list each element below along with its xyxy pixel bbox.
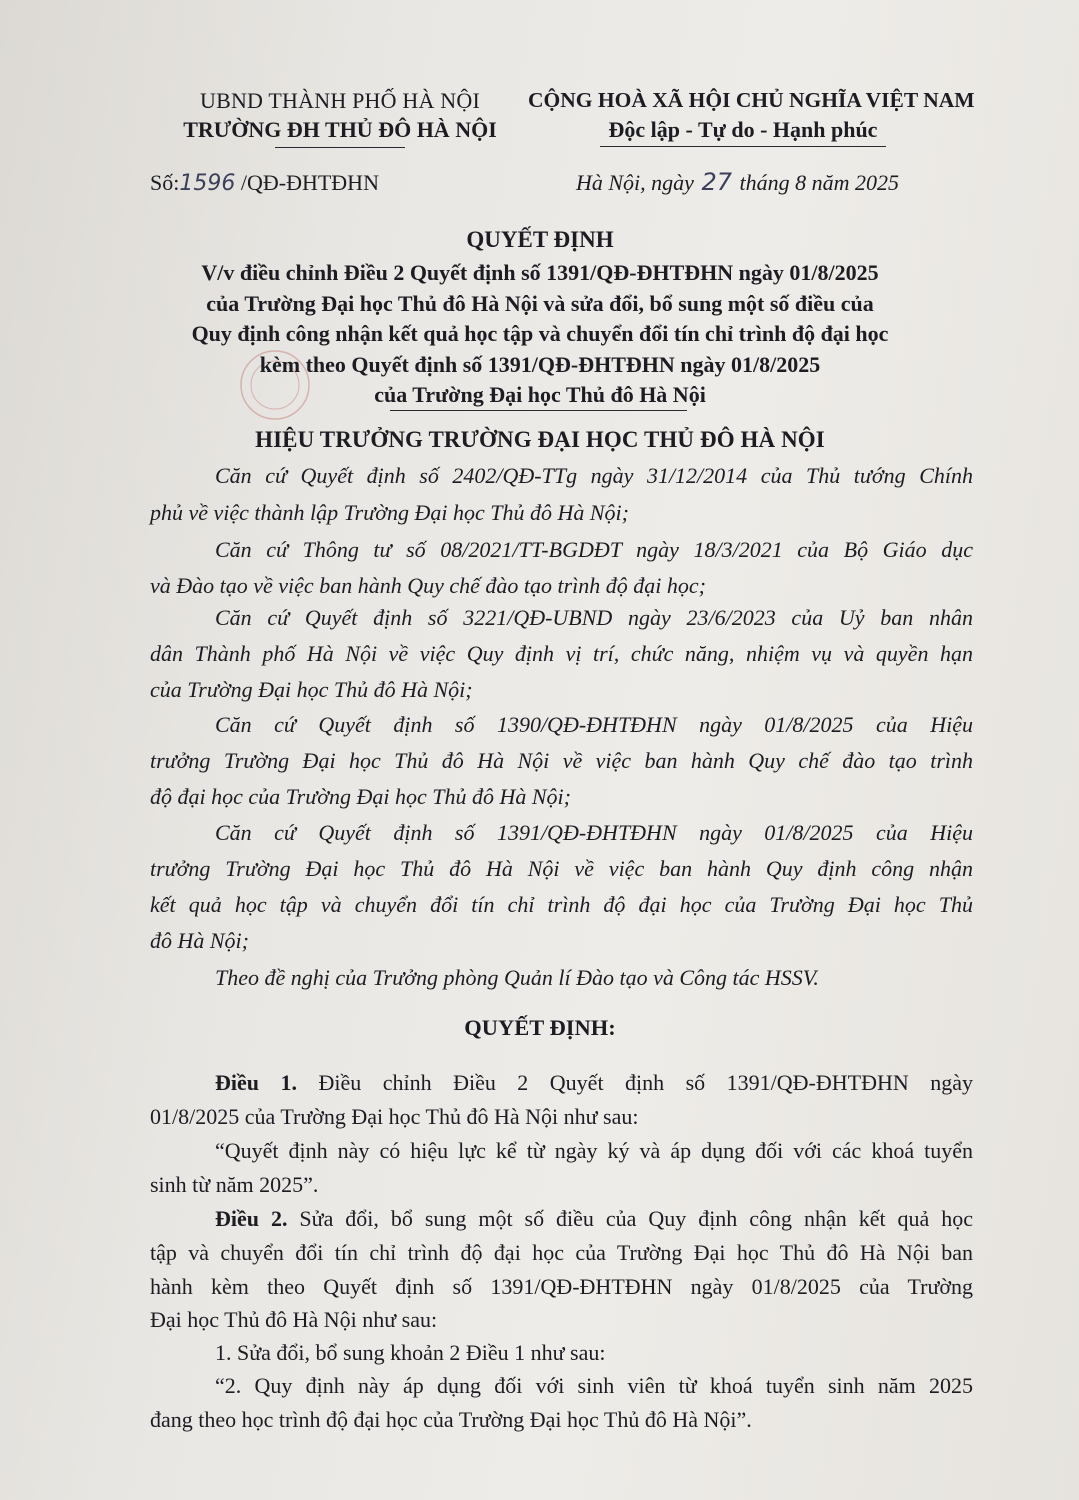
handwritten-number: 1596 [179,171,236,196]
date-suffix: tháng 8 năm 2025 [739,170,899,195]
handwritten-day: 27 [701,168,732,196]
date-prefix: Hà Nội, ngày [576,170,694,195]
motto: Độc lập - Tự do - Hạnh phúc [608,117,878,142]
article-2-line: đang theo học trình độ đại học của Trường Đại học Thủ đô Hà Nội”. [150,1407,752,1432]
national-motto-block [528,88,975,147]
basis-line: dân Thành phố Hà Nội về việc Quy định vị trí, chức năng, nhiệm vụ và quyền hạn [150,641,973,666]
divider [390,410,687,411]
article-1-text: Điều chỉnh Điều 2 Quyết định số 1391/QĐ-ĐHTĐHN ngày [296,1070,974,1095]
so-suffix: /QĐ-ĐHTĐHN [235,170,379,195]
article-1-line: 01/8/2025 của Trường Đại học Thủ đô Hà Nội như sau: [150,1104,639,1129]
subject-line: của Trường Đại học Thủ đô Hà Nội [374,382,706,407]
decision-heading: QUYẾT ĐỊNH: [464,1015,616,1040]
basis-line: trưởng Trường Đại học Thủ đô Hà Nội về việc ban hành Quy định công nhận [150,856,973,881]
article-2-line: hành kèm theo Quyết định số 1391/QĐ-ĐHTĐHN ngày 01/8/2025 của Trường [150,1274,973,1299]
article-2-line [215,1206,973,1232]
article-1-line: sinh từ năm 2025”. [150,1172,319,1197]
basis-line: phủ về việc thành lập Trường Đại học Thủ đô Hà Nội; [150,500,629,525]
document-title: QUYẾT ĐỊNH [466,227,614,252]
issuing-authority-block [170,88,510,148]
subject-line: Quy định công nhận kết quả học tập và chuyển đổi tín chỉ trình độ đại học [191,321,889,346]
article-2-text: Sửa đổi, bổ sung một số điều của Quy định công nhận kết quả học [287,1206,974,1231]
country-name: CỘNG HOÀ XÃ HỘI CHỦ NGHĨA VIỆT NAM [528,88,975,112]
basis-line: Căn cứ Quyết định số 2402/QĐ-TTg ngày 31/12/2014 của Thủ tướng Chính [215,463,973,488]
authority-heading: HIỆU TRƯỞNG TRƯỜNG ĐẠI HỌC THỦ ĐÔ HÀ NỘI [255,427,825,452]
basis-line: Căn cứ Quyết định số 3221/QĐ-UBND ngày 23/6/2023 của Uỷ ban nhân [215,605,973,630]
document-subject [90,258,990,411]
authority-name: TRƯỜNG ĐH THỦ ĐÔ HÀ NỘI [183,117,497,142]
basis-line: và Đào tạo về việc ban hành Quy chế đào tạo trình độ đại học; [150,573,706,598]
basis-line: Căn cứ Quyết định số 1391/QĐ-ĐHTĐHN ngày 01/8/2025 của Hiệu [215,820,973,845]
article-1-line [215,1070,973,1096]
basis-line: kết quả học tập và chuyển đổi tín chỉ trình độ đại học của Trường Đại học Thủ [150,892,973,917]
issue-date [576,168,899,196]
authority-parent: UBND THÀNH PHỐ HÀ NỘI [199,88,481,113]
article-2-line: “2. Quy định này áp dụng đối với sinh viên từ khoá tuyển sinh năm 2025 [215,1373,973,1398]
article-2-label: Điều 2. [215,1206,288,1231]
document-number [150,170,379,196]
divider [600,146,886,147]
article-2-line: Đại học Thủ đô Hà Nội như sau: [150,1307,438,1332]
basis-line: đô Hà Nội; [150,928,249,953]
article-2-line: tập và chuyển đổi tín chỉ trình độ đại học của Trường Đại học Thủ đô Hà Nội ban [150,1240,973,1265]
basis-line: Căn cứ Quyết định số 1390/QĐ-ĐHTĐHN ngày 01/8/2025 của Hiệu [215,712,973,737]
basis-line: Căn cứ Thông tư số 08/2021/TT-BGDĐT ngày 18/3/2021 của Bộ Giáo dục [215,537,973,562]
article-1-line: “Quyết định này có hiệu lực kể từ ngày ký và áp dụng đối với các khoá tuyển [215,1138,973,1163]
so-prefix: Số: [150,170,180,195]
basis-line: của Trường Đại học Thủ đô Hà Nội; [150,677,473,702]
subject-line: của Trường Đại học Thủ đô Hà Nội và sửa đổi, bổ sung một số điều của [206,290,874,316]
article-1-label: Điều 1. [215,1070,297,1095]
subject-line: V/v điều chỉnh Điều 2 Quyết định số 1391/QĐ-ĐHTĐHN ngày 01/8/2025 [201,260,879,285]
divider [275,147,405,148]
basis-line: Theo đề nghị của Trưởng phòng Quản lí Đào tạo và Công tác HSSV. [215,965,819,990]
article-2-line: 1. Sửa đổi, bổ sung khoản 2 Điều 1 như sau: [215,1340,606,1365]
basis-line: độ đại học của Trường Đại học Thủ đô Hà Nội; [150,784,571,809]
basis-line: trưởng Trường Đại học Thủ đô Hà Nội về việc ban hành Quy chế đào tạo trình [150,748,973,773]
subject-line: kèm theo Quyết định số 1391/QĐ-ĐHTĐHN ngày 01/8/2025 [259,351,821,377]
